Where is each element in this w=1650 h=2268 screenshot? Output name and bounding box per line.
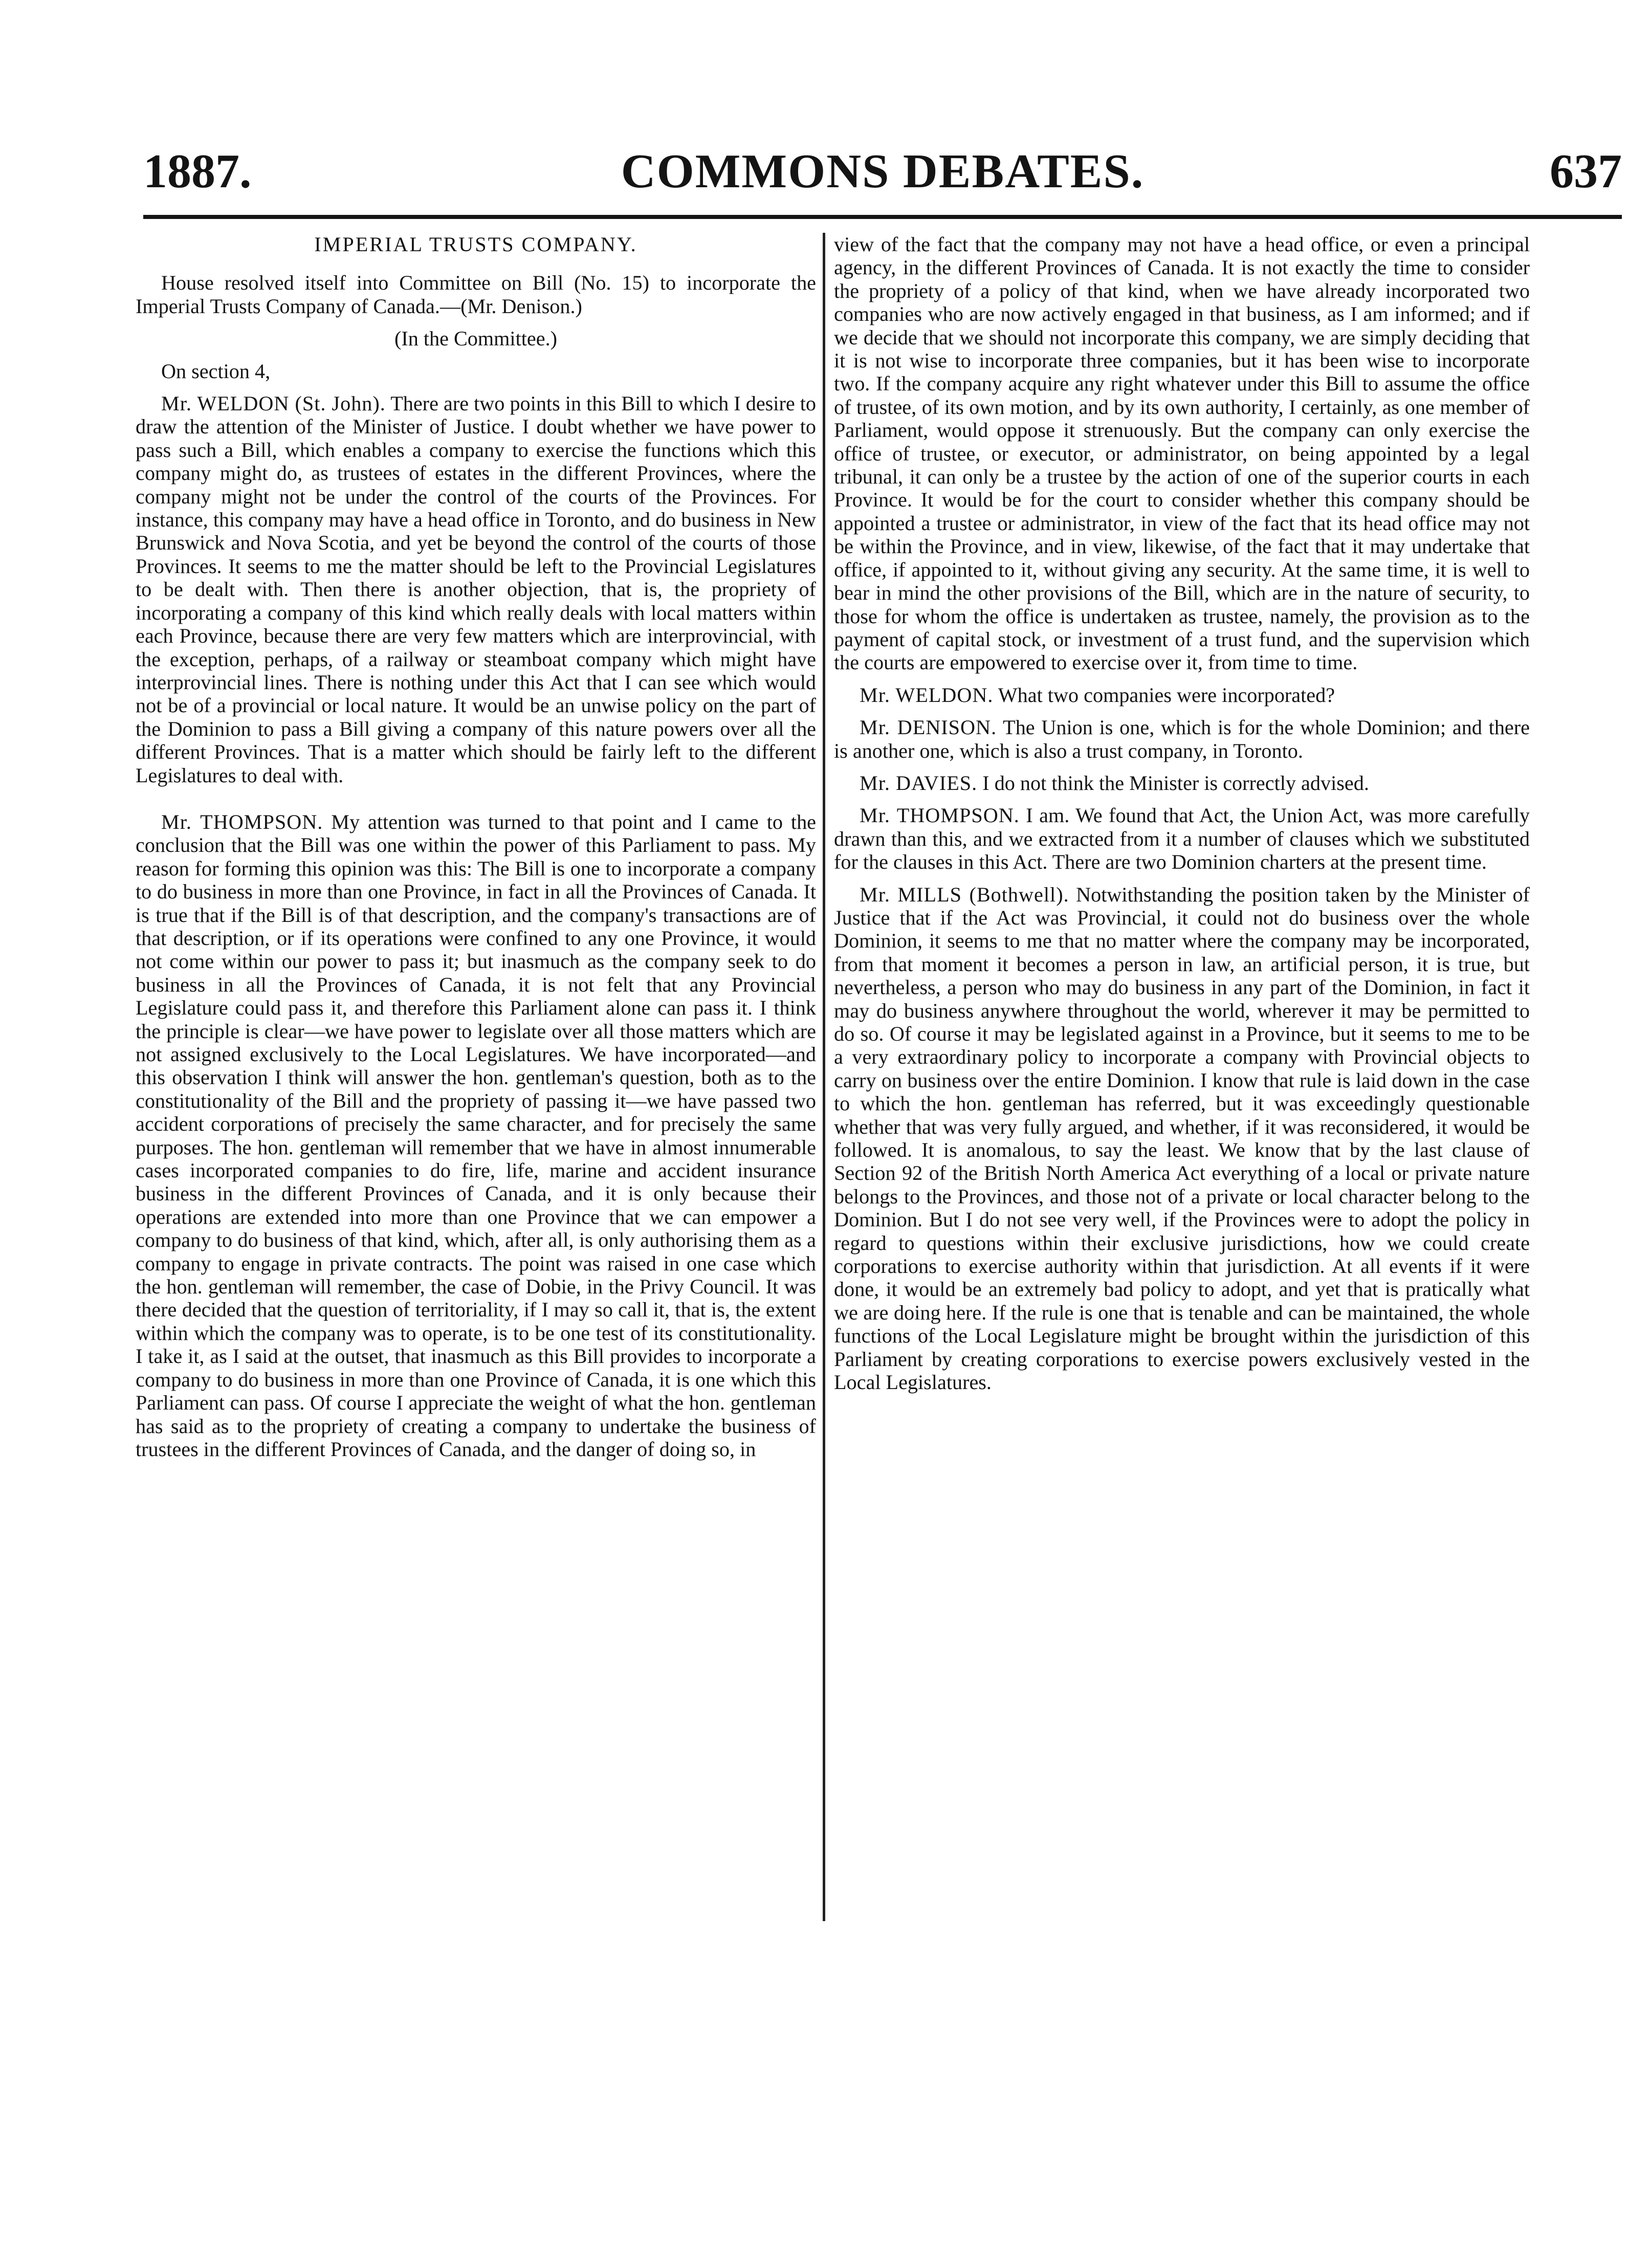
- speech-text: I am. We found that Act, the Union Act, was more carefully drawn than this, and we extracted from it a number of clauses which we substituted for the clauses in this Act. There are two Dominion charters at the present time.: [834, 804, 1530, 874]
- speech-thompson: [136, 810, 816, 1461]
- speaker-name: Mr. DAVIES.: [860, 771, 978, 795]
- speech-text: My attention was turned to that point and I came to the conclusion that the Bill was one within the power of this Parliament to pass. My reason for forming this opinion was this: The Bill is one to incorporate a company to do business in more than one Province, in fact in all the Provinces of Canada. It is true that if the Bill is of that description, and the company's transactions are of that description, or if its operations were confined to any one Province, it would not come within our power to pass it; but inasmuch as the company seek to do business in all the Provinces of Canada, it is not felt that any Provincial Legislature could pass it, and therefore this Parliament alone can pass it. I think the principle is clear—we have power to legislate over all those matters which are not assigned exclusively to the Local Legislatures. We have incorporated—and this observation I think will answer the hon. gentleman's question, both as to the constitutionality of the Bill and the propriety of passing it—we have passed two accident corporations of precisely the same character, and for precisely the same purposes. The hon. gentleman will remember that we have in almost innumerable cases incorporated companies to do fire, life, marine and accident insurance business in the different Provinces of Canada, and it is only because their operations are extended into more than one Province that we can empower a company to do business of that kind, which, after all, is only authorising them as a company to engage in private contracts. The point was raised in one case which the hon. gentleman will remember, the case of Dobie, in the Privy Council. It was there decided that the question of territoriality, if I may so call it, that is, the extent within which the company was to operate, is to be one test of its constitutionality. I take it, as I said at the outset, that inasmuch as this Bill provides to incorporate a company to do business in more than one Province of Canada, it is one which this Parliament can pass. Of course I appreciate the weight of what the hon. gentleman has said as to the propriety of creating a company to undertake the business of trustees in the different Provinces of Canada, and the danger of doing so, in: [136, 810, 816, 1461]
- left-column: [136, 233, 816, 1470]
- column-divider: [823, 233, 825, 1921]
- speaker-name: Mr. DENISON.: [860, 716, 997, 739]
- speech-text: Notwithstanding the position taken by the Minister of Justice that if the Act was Provincial, it could not do business over the whole Dominion, it seems to me that no matter where the company may be incorporated, from that moment it becomes a person in law, an artificial person, it is true, but nevertheless, a person who may do business in any part of the Dominion, in fact it may do business anywhere throughout the world, wherever it may be permitted to do so. Of course it may be legislated against in a Province, but it seems to me to be a very extraordinary policy to incorporate a company with Provincial objects to carry on business over the entire Dominion. I know that rule is laid down in the case to which the hon. gentleman has referred, but it was exceedingly questionable whether that was very fully argued, and whether, if it was reconsidered, it would be followed. It is anomalous, to say the least. We know that by the last clause of Section 92 of the British North America Act everything of a local or private nature belongs to the Provinces, and those not of a private or local character belong to the Dominion. But I do not see very well, if the Provinces were to adopt the policy in regard to questions within their exclusive jurisdictions, how we could create corporations to exercise authority within that jurisdiction. At all events if it were done, it would be an extremely bad policy to adopt, and yet that is pratically what we are doing here. If the rule is one that is tenable and can be maintained, the whole functions of the Local Legislature might be brought within the jurisdiction of this Parliament by creating corporations to exercise powers exclusively vested in the Local Legislatures.: [834, 883, 1530, 1394]
- speech-text: The Union is one, which is for the whole Dominion; and there is another one, which is also a trust company, in Toronto.: [834, 716, 1530, 762]
- header-title: COMMONS DEBATES.: [621, 145, 1145, 198]
- speech-davies: [834, 772, 1530, 795]
- right-column: [834, 233, 1530, 1403]
- committee-note: (In the Committee.): [394, 327, 558, 350]
- speaker-name: Mr. THOMPSON.: [860, 804, 1020, 827]
- speech-weldon-2: [834, 684, 1530, 707]
- section-note: On section 4,: [161, 359, 271, 383]
- speaker-name: Mr. WELDON.: [860, 683, 994, 707]
- speech-denison: [834, 716, 1530, 762]
- header-year: 1887.: [143, 145, 252, 198]
- section-heading: IMPERIAL TRUSTS COMPANY.: [314, 233, 637, 256]
- speaker-name: Mr. MILLS (Bothwell).: [860, 883, 1069, 906]
- header-rule: [143, 215, 1622, 219]
- speaker-name: Mr. WELDON (St. John).: [161, 392, 386, 415]
- speech-weldon: [136, 392, 816, 787]
- intro-paragraph: House resolved itself into Committee on Bill (No. 15) to incorporate the Imperial Trusts Company of Canada.—(Mr. Denison.): [136, 271, 816, 318]
- header-page-number: 637: [1550, 145, 1622, 198]
- speech-text: What two companies were incorporated?: [998, 683, 1335, 707]
- speech-continuation: view of the fact that the company may not have a head office, or even a principal agency, in the different Provinces of Canada. It is not exactly the time to consider the propriety of a policy of that kind, when we have already incorporated two companies who are now actively engaged in that business, as I am informed; and if we decide that we should not incorporate this company, we are simply deciding that it is not wise to incorporate three companies, but it has been wise to incorporate two. If the company acquire any right whatever under this Bill to assume the office of trustee, of its own motion, and by its own authority, I certainly, as one member of Parliament, would oppose it strenuously. But the company can only exercise the office of trustee, or executor, or administrator, on being appointed by a legal tribunal, it can only be a trustee by the action of one of the superior courts in each Province. It would be for the court to consider whether this company should be appointed a trustee or administrator, in view of the fact that its head office may not be within the Province, and in view, likewise, of the fact that it may undertake that office, if appointed to it, without giving any security. At the same time, it is well to bear in mind the other provisions of the Bill, which are in the nature of security, to those for whom the office is undertaken as trustee, namely, the provision as to the payment of capital stock, or investment of a trust fund, and the supervision which the courts are empowered to exercise over it, from time to time.: [834, 233, 1530, 674]
- page-header: [143, 133, 1622, 210]
- speech-thompson-2: [834, 804, 1530, 873]
- speaker-name: Mr. THOMPSON.: [161, 810, 323, 833]
- speech-text: I do not think the Minister is correctly advised.: [982, 771, 1369, 795]
- speech-text: There are two points in this Bill to which I desire to draw the attention of the Minister of Justice. I doubt whether we have power to pass such a Bill, which enables a company to exercise the functions which this company might do, as trustees of estates in the different Provinces, where the company might not be under the control of the courts of the Provinces. For instance, this company may have a head office in Toronto, and do business in New Brunswick and Nova Scotia, and yet be beyond the control of the courts of those Provinces. It seems to me the matter should be left to the Provincial Legislatures to be dealt with. Then there is another objection, that is, the propriety of incorporating a company of this kind which really deals with local matters within each Province, because there are very few matters which are interprovincial, with the exception, perhaps, of a railway or steamboat company which might have interprovincial lines. There is nothing under this Act that I can see which would not be of a provincial or local nature. It would be an unwise policy on the part of the Dominion to pass a Bill giving a company of this nature powers over all the different Provinces. That is a matter which should be fairly left to the different Legislatures to deal with.: [136, 392, 817, 787]
- speech-mills: [834, 883, 1530, 1394]
